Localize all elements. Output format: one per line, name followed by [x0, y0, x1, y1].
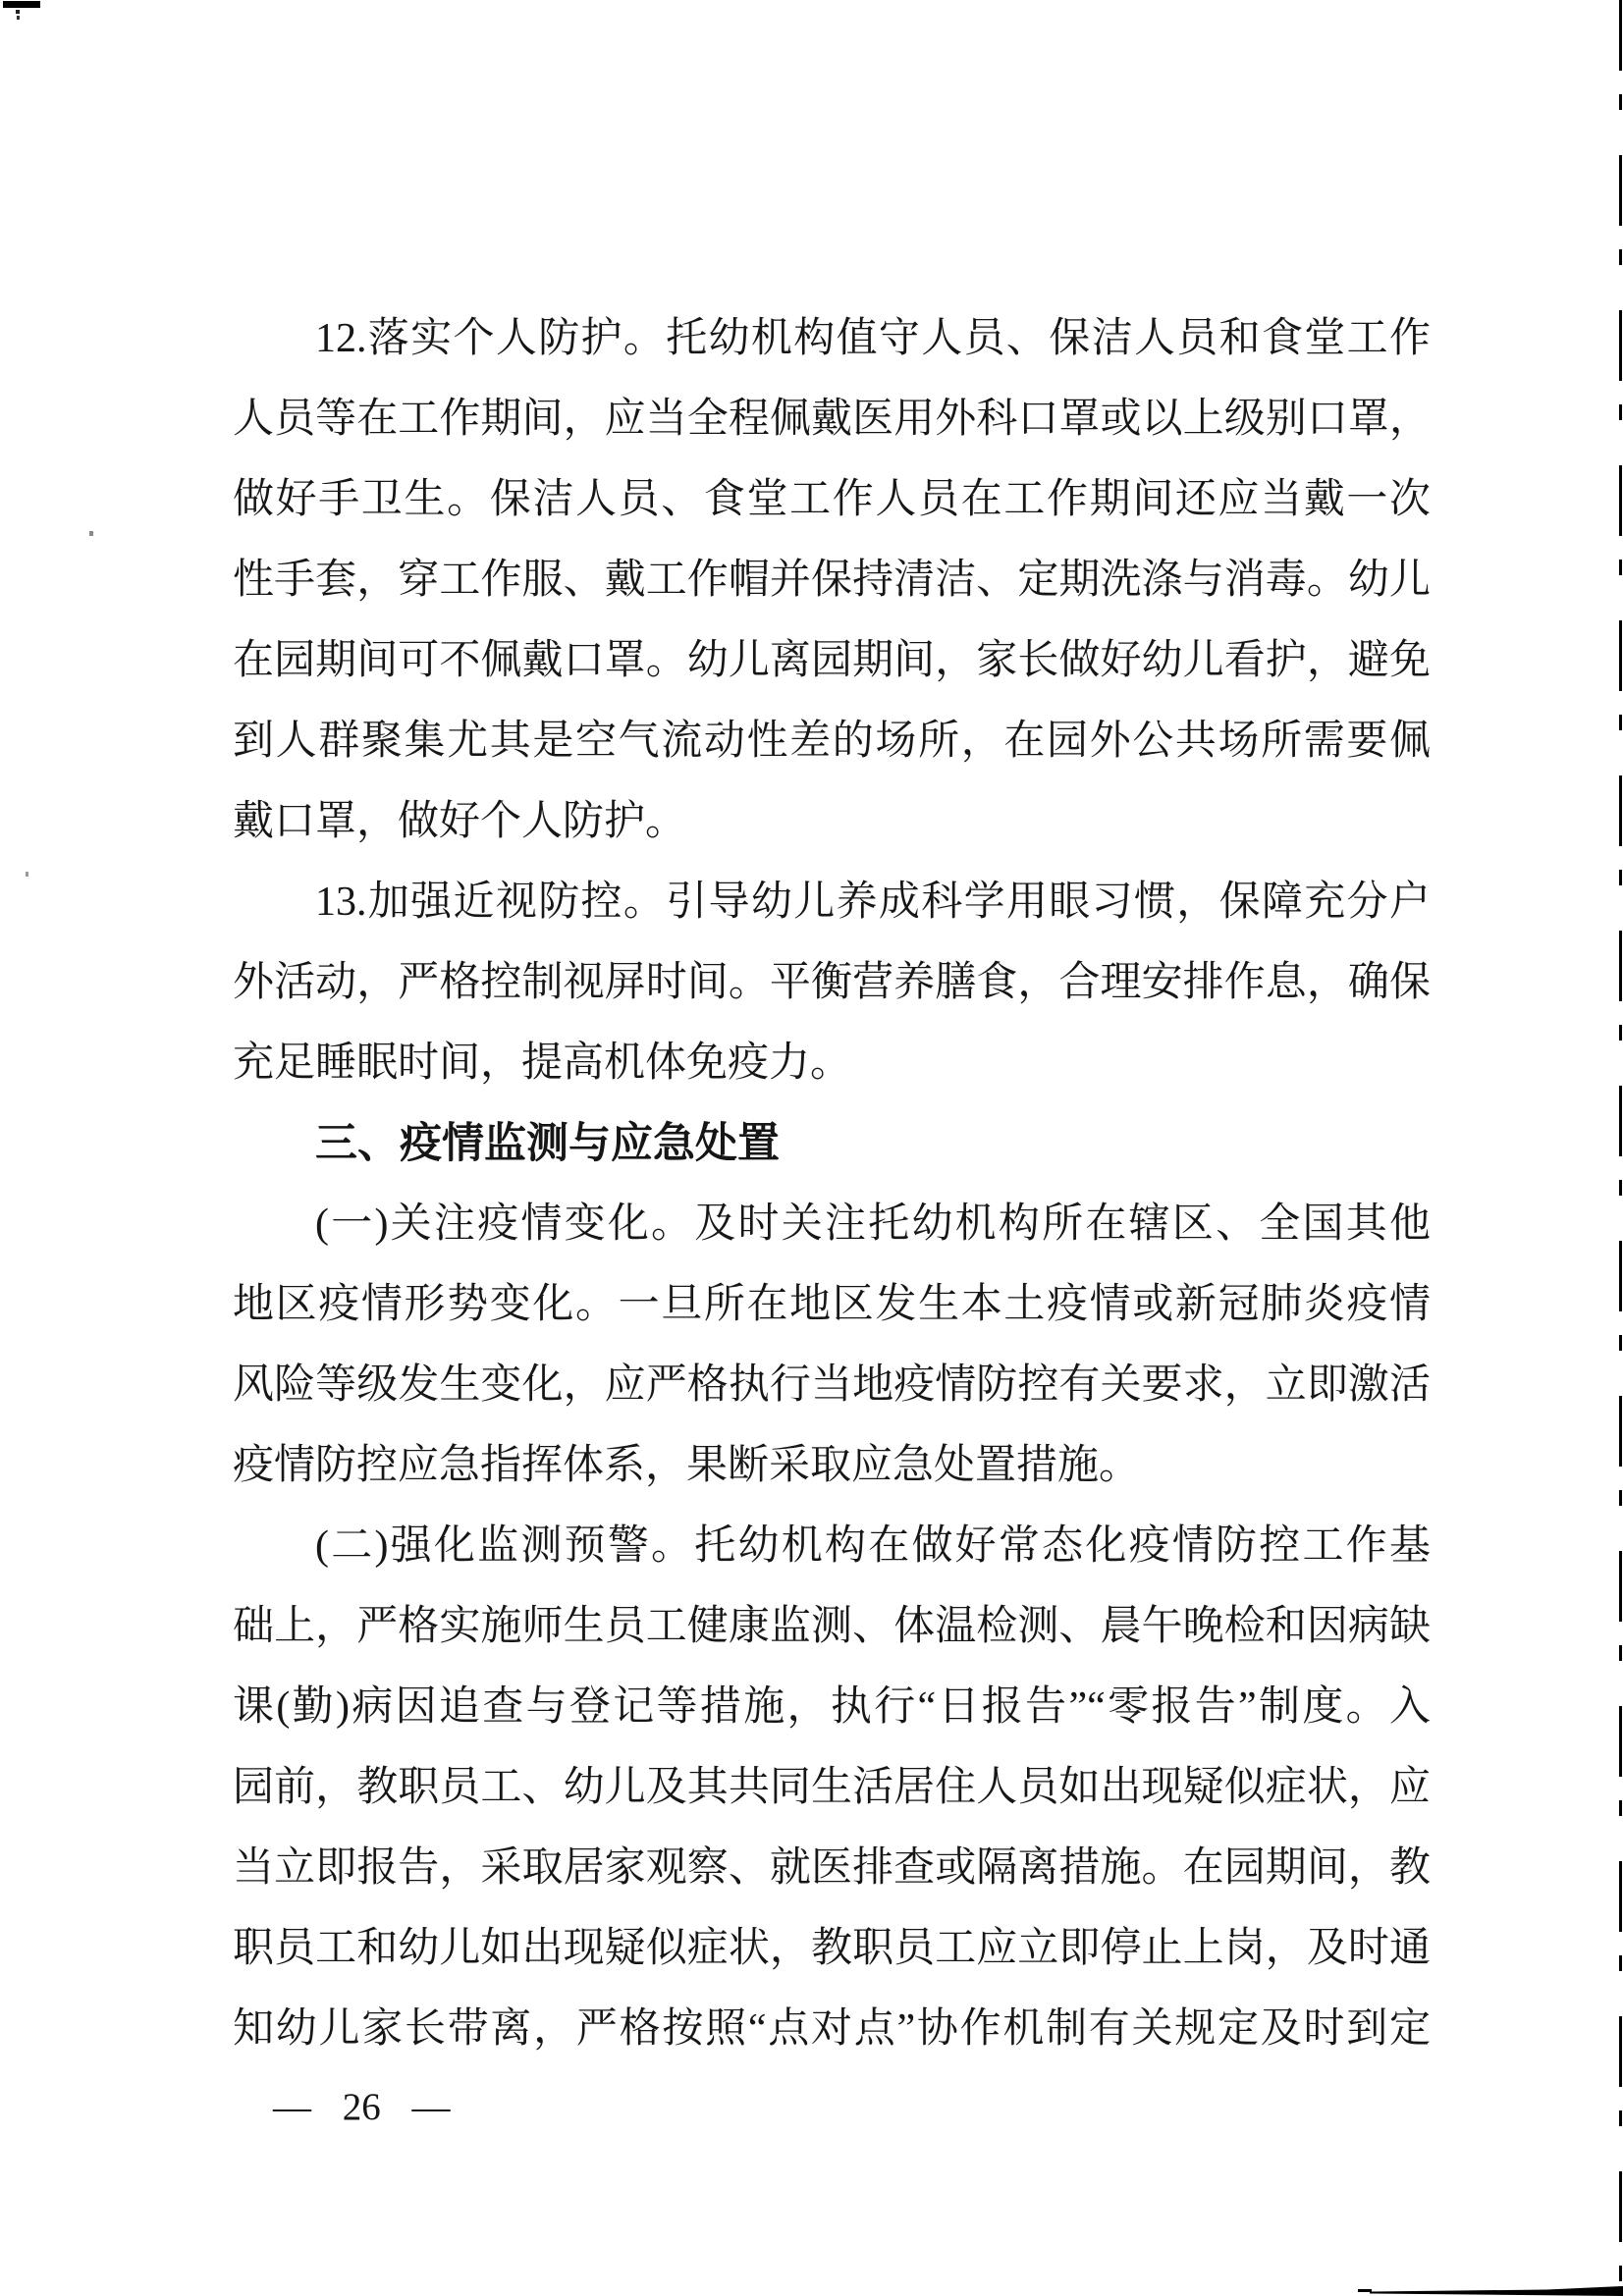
text-line: 在园期间可不佩戴口罩。幼儿离园期间，家长做好幼儿看护，避免 — [233, 638, 1431, 683]
page-edge-dashed-line — [1619, 0, 1622, 2296]
text-line: 外活动，严格控制视屏时间。平衡营养膳食，合理安排作息，确保 — [233, 960, 1431, 1005]
page-edge-bottom-dash — [1358, 2289, 1372, 2292]
text-line: 职员工和幼儿如出现疑似症状，教职员工应立即停止上岗，及时通 — [233, 1926, 1431, 1971]
text-line: 性手套，穿工作服、戴工作帽并保持清洁、定期洗涤与消毒。幼儿 — [233, 558, 1431, 603]
text-line: 到人群聚集尤其是空气流动性差的场所，在园外公共场所需要佩 — [233, 719, 1431, 764]
text-line: 风险等级发生变化，应严格执行当地疫情防控有关要求，立即激活 — [233, 1362, 1431, 1408]
text-line: 做好手卫生。保洁人员、食堂工作人员在工作期间还应当戴一次 — [233, 477, 1431, 522]
text-line: 园前，教职员工、幼儿及其共同生活居住人员如出现疑似症状，应 — [233, 1765, 1431, 1810]
text-line: 知幼儿家长带离，严格按照“点对点”协作机制有关规定及时到定 — [233, 2006, 1431, 2052]
text-line: 课(勤)病因追查与登记等措施，执行“日报告”“零报告”制度。入 — [233, 1684, 1431, 1730]
scan-speck — [89, 531, 93, 536]
text-line: 充足睡眠时间，提高机体免疫力。 — [233, 1041, 852, 1086]
scan-smudge-top-left — [3, 1, 40, 8]
text-line: 地区疫情形势变化。一旦所在地区发生本土疫情或新冠肺炎疫情 — [233, 1282, 1431, 1327]
text-line: 戴口罩，做好个人防护。 — [233, 799, 687, 844]
text-line: 当立即报告，采取居家观察、就医排查或隔离措施。在园期间，教 — [233, 1845, 1431, 1891]
document-body — [233, 298, 1431, 2069]
text-line: 12.落实个人防护。托幼机构值守人员、保洁人员和食堂工作 — [315, 316, 1431, 361]
page-number: — 26 — — [273, 2086, 451, 2128]
text-line: (二)强化监测预警。托幼机构在做好常态化疫情防控工作基 — [315, 1523, 1431, 1569]
text-line: 13.加强近视防控。引导幼儿养成科学用眼习惯，保障充分户 — [315, 880, 1431, 925]
section-heading: 三、疫情监测与应急处置 — [315, 1120, 780, 1167]
text-line: 础上，严格实施师生员工健康监测、体温检测、晨午晚检和因病缺 — [233, 1604, 1431, 1649]
page-edge-bottom-shadow — [1370, 2286, 1623, 2296]
scan-speck — [26, 872, 28, 877]
scan-smudge-dot — [17, 16, 20, 20]
text-line: 疫情防控应急指挥体系，果断采取应急处置措施。 — [233, 1443, 1141, 1488]
text-line: (一)关注疫情变化。及时关注托幼机构所在辖区、全国其他 — [315, 1201, 1431, 1247]
text-line: 人员等在工作期间，应当全程佩戴医用外科口罩或以上级别口罩， — [233, 397, 1431, 442]
scan-smudge-dot — [16, 10, 20, 14]
